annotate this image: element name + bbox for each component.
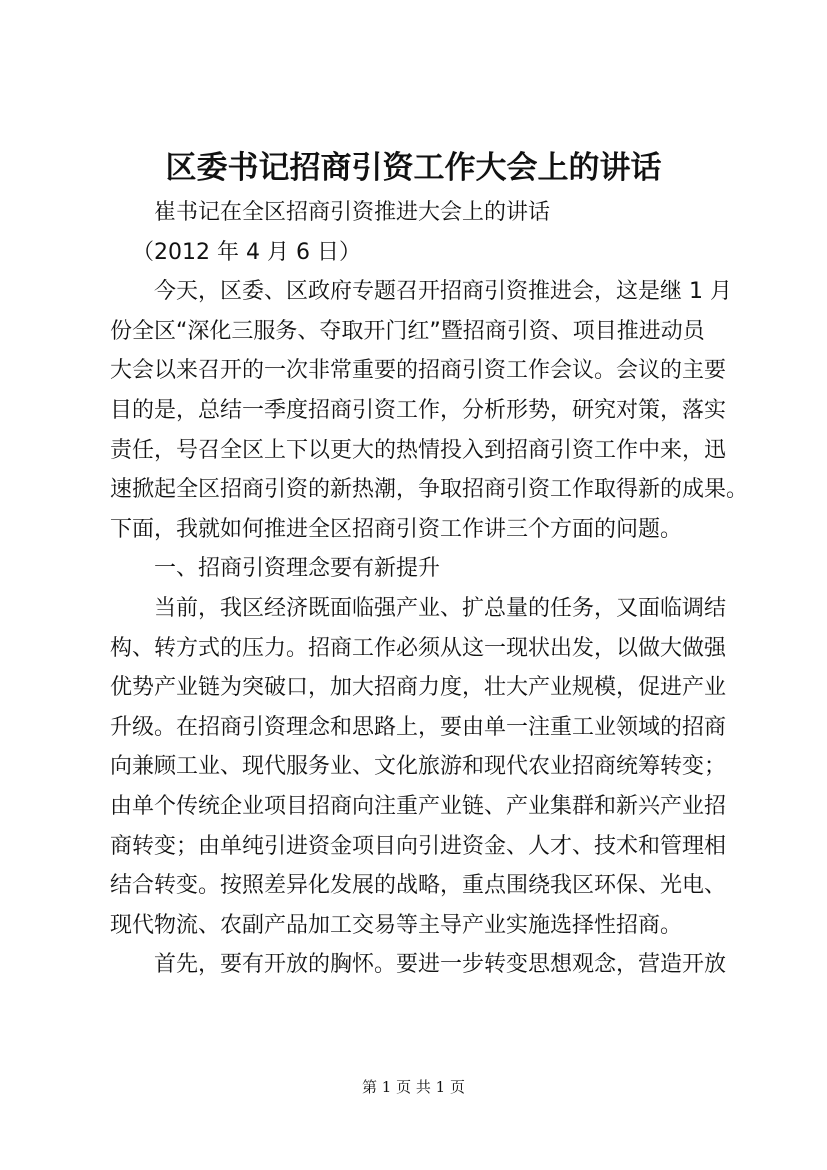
paragraph-line: 当前，我区经济既面临强产业、扩总量的任务，又面临调结 <box>154 595 727 621</box>
paragraph-line: 结合转变。按照差异化发展的战略，重点围绕我区环保、光电、 <box>110 873 727 899</box>
paragraph-line: 商转变；由单纯引进资金项目向引进资金、人才、技术和管理相 <box>110 833 727 859</box>
paragraph-line: 构、转方式的压力。招商工作必须从这一现状出发，以做大做强 <box>110 635 727 661</box>
page-number-footer: 第 1 页 共 1 页 <box>362 1078 465 1096</box>
paragraph-line: 目的是，总结一季度招商引资工作，分析形势，研究对策，落实 <box>110 397 727 423</box>
paragraph-line: 优势产业链为突破口，加大招商力度，壮大产业规模，促进产业 <box>110 675 727 701</box>
document-body <box>110 193 749 985</box>
paragraph-line: 大会以来召开的一次非常重要的招商引资工作会议。会议的主要 <box>110 358 727 384</box>
paragraph-line: 升级。在招商引资理念和思路上，要由单一注重工业领域的招商 <box>110 714 727 740</box>
speech-date-line: （2012 年 4 月 6 日） <box>132 239 361 265</box>
paragraph-line: 下面，我就如何推进全区招商引资工作讲三个方面的问题。 <box>110 516 683 542</box>
paragraph-line: 份全区“深化三服务、夺取开门红”暨招商引资、项目推进动员 <box>110 318 705 344</box>
paragraph-line: 今天，区委、区政府专题召开招商引资推进会，这是继 1 月 <box>154 279 732 305</box>
speech-heading-line: 崔书记在全区招商引资推进大会上的讲话 <box>154 200 551 225</box>
paragraph-line: 现代物流、农副产品加工交易等主导产业实施选择性招商。 <box>110 912 683 938</box>
paragraph-line: 向兼顾工业、现代服务业、文化旅游和现代农业招商统筹转变； <box>110 754 727 780</box>
section-heading: 一、招商引资理念要有新提升 <box>154 556 441 582</box>
paragraph-line: 责任，号召全区上下以更大的热情投入到招商引资工作中来，迅 <box>110 437 727 463</box>
document-title: 区委书记招商引资工作大会上的讲话 <box>165 150 662 186</box>
paragraph-line: 由单个传统企业项目招商向注重产业链、产业集群和新兴产业招 <box>110 793 727 819</box>
paragraph-line: 速掀起全区招商引资的新热潮，争取招商引资工作取得新的成果。 <box>110 477 749 503</box>
paragraph-line: 首先，要有开放的胸怀。要进一步转变思想观念，营造开放 <box>154 952 727 978</box>
